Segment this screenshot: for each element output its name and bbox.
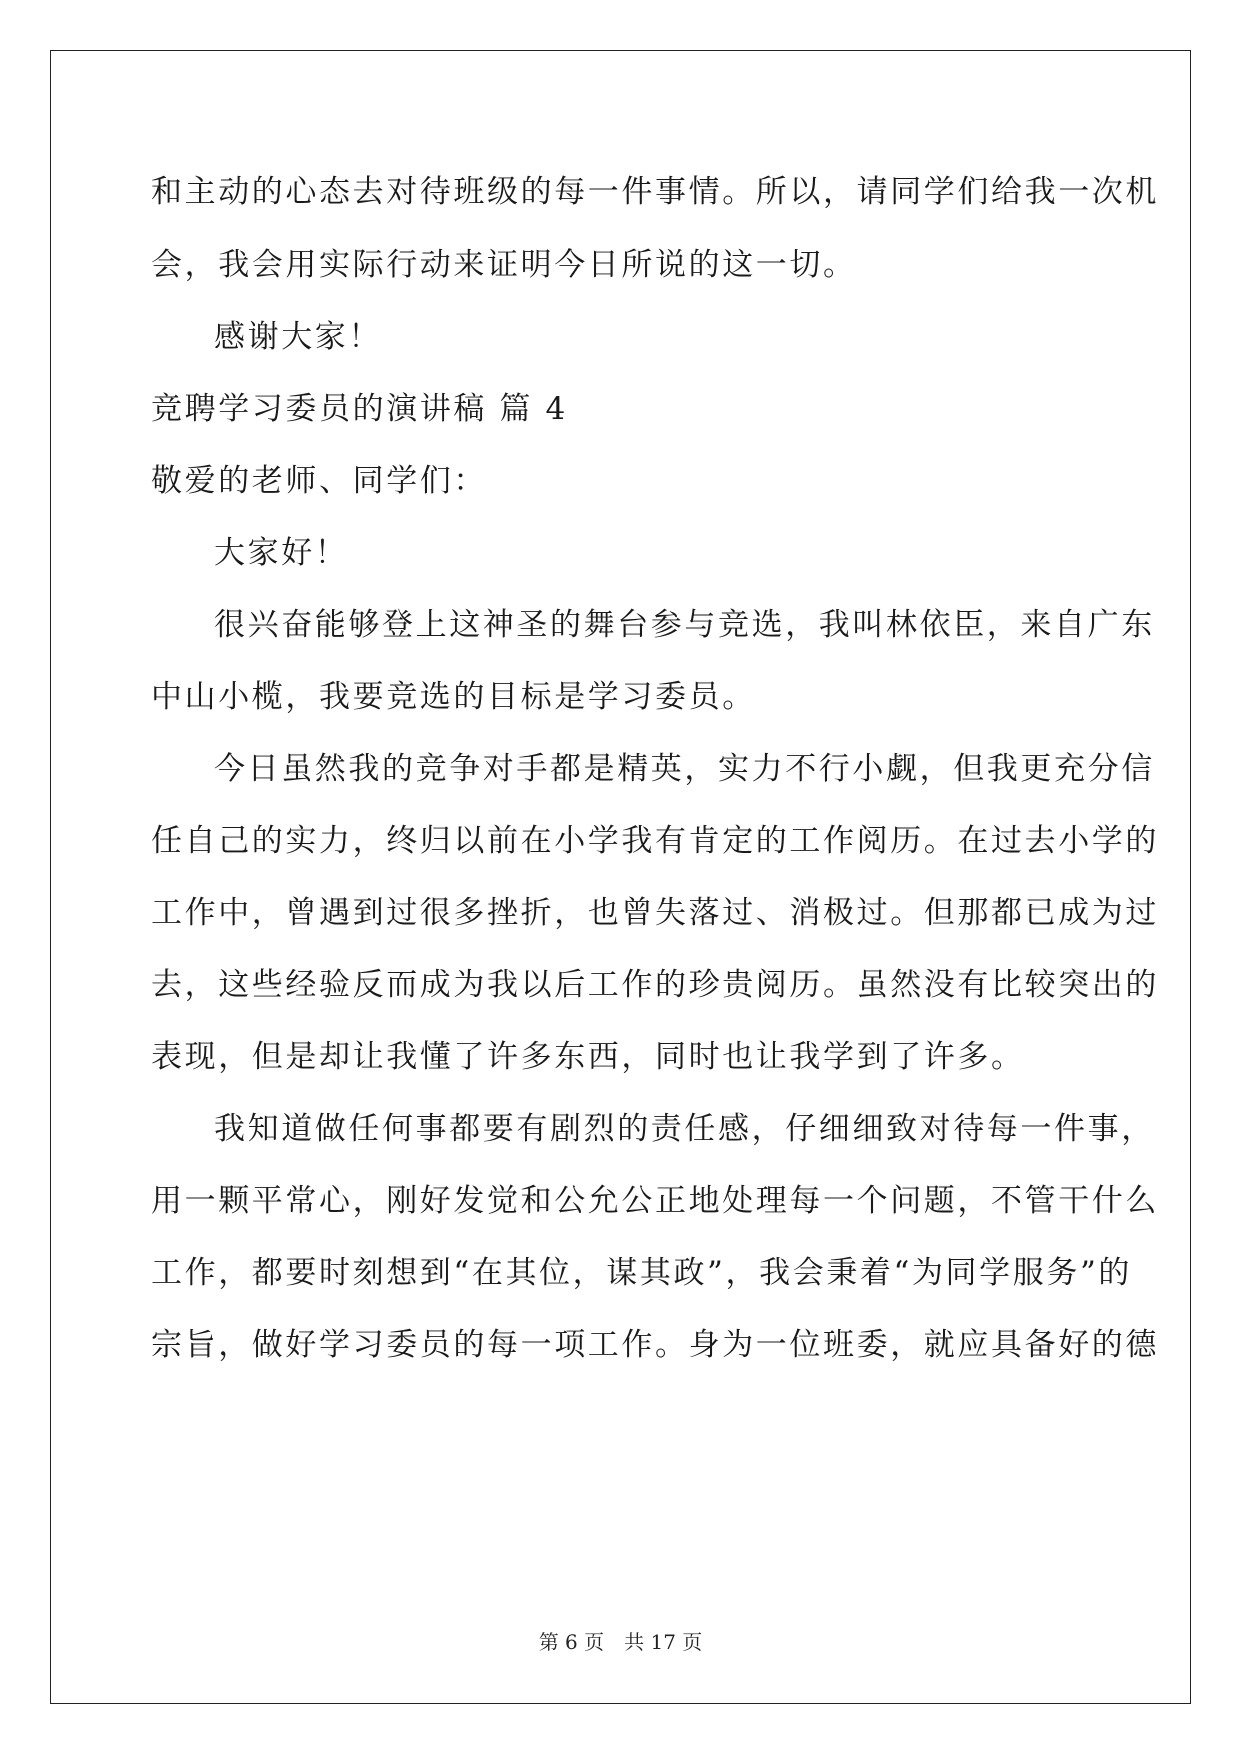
section-heading: 竞聘学习委员的演讲稿 篇 4 bbox=[151, 391, 568, 427]
greeting: 大家好！ bbox=[214, 535, 349, 571]
page-number-footer: 第 6 页 共 17 页 bbox=[538, 1630, 703, 1654]
page-border bbox=[50, 50, 1191, 1704]
body-line: 任自己的实力，终归以前在小学我有肯定的工作阅历。在过去小学的 bbox=[151, 823, 1159, 859]
body-line: 工作，都要时刻想到“在其位，谋其政”，我会秉着“为同学服务”的 bbox=[151, 1255, 1132, 1291]
body-line: 去，这些经验反而成为我以后工作的珍贵阅历。虽然没有比较突出的 bbox=[151, 967, 1159, 1003]
body-line: 工作中，曾遇到过很多挫折，也曾失落过、消极过。但那都已成为过 bbox=[151, 895, 1159, 931]
body-line: 表现，但是却让我懂了许多东西，同时也让我学到了许多。 bbox=[151, 1039, 1025, 1075]
body-line: 我知道做任何事都要有剧烈的责任感，仔细细致对待每一件事， bbox=[214, 1111, 1155, 1147]
body-line: 和主动的心态去对待班级的每一件事情。所以，请同学们给我一次机 bbox=[151, 174, 1159, 210]
closing-line: 感谢大家！ bbox=[214, 319, 382, 355]
salutation: 敬爱的老师、同学们： bbox=[151, 463, 487, 499]
body-line: 用一颗平常心，刚好发觉和公允公正地处理每一个问题，不管干什么 bbox=[151, 1183, 1159, 1219]
body-line: 很兴奋能够登上这神圣的舞台参与竞选，我叫林依臣，来自广东 bbox=[214, 607, 1155, 643]
body-line: 宗旨，做好学习委员的每一项工作。身为一位班委，就应具备好的德 bbox=[151, 1327, 1159, 1363]
body-line: 会，我会用实际行动来证明今日所说的这一切。 bbox=[151, 247, 857, 283]
body-line: 今日虽然我的竞争对手都是精英，实力不行小觑，但我更充分信 bbox=[214, 751, 1155, 787]
body-line: 中山小榄，我要竞选的目标是学习委员。 bbox=[151, 679, 756, 715]
